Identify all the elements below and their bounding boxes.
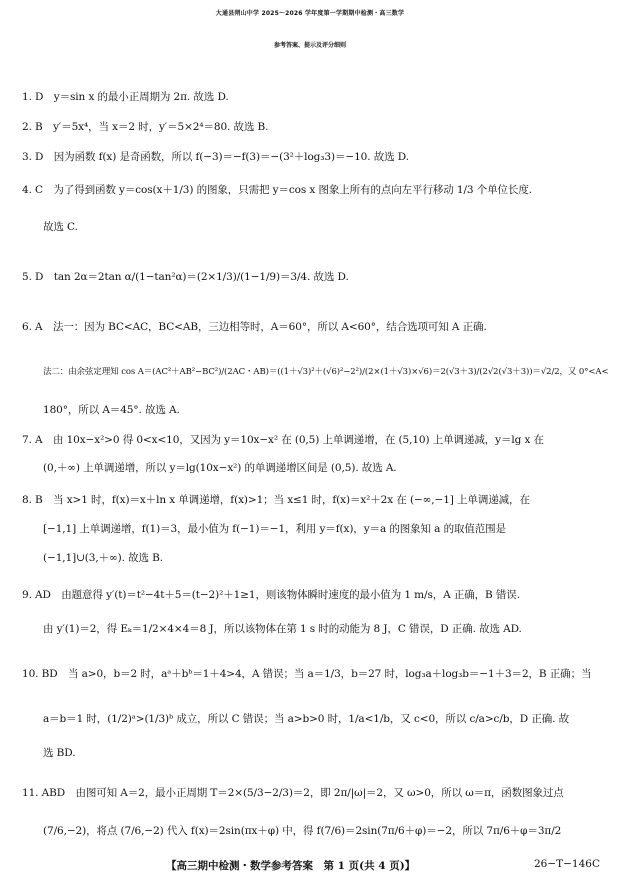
answer-line: 180°，所以 A＝45°. 故选 A. (43, 404, 180, 416)
answer-line: 由 y′(1)＝2，得 Eₖ＝1/2×4×4＝8 J，所以该物体在第 1 s 时的动能为 8 J，C 错误，D 正确. 故选 AD. (43, 623, 522, 635)
answer-line: 8. B 当 x>1 时，f(x)＝x＋ln x 单调递增，f(x)>1；当 x≤1 时，f(x)＝x²＋2x 在 (−∞,−1] 上单调递减，在 (22, 494, 530, 506)
answer-line: 1. D y＝sin x 的最小正周期为 2π. 故选 D. (22, 91, 229, 103)
answer-line: a＝b＝1 时，(1/2)ᵃ>(1/3)ᵇ 成立，所以 C 错误；当 a>b>0 时，1/a<1/b，又 c<0，所以 c/a>c/b，D 正确. 故 (43, 713, 570, 725)
answer-line: 7. A 由 10x−x²>0 得 0<x<10，又因为 y＝10x−x² 在 (0,5) 上单调递增，在 (5,10) 上单调递减，y＝lg x 在 (22, 434, 544, 446)
page-footer (0, 858, 620, 874)
footer-doc-code: 26−T−146C (533, 858, 600, 870)
answer-line: (−1,1]∪(3,＋∞). 故选 B. (43, 552, 164, 564)
answer-line: 故选 C. (43, 221, 78, 233)
answer-line: 6. A 法一：因为 BC<AC，BC<AB，三边相等时，A＝60°，所以 A<60°，结合选项可知 A 正确. (22, 321, 487, 333)
answer-line: 4. C 为了得到函数 y＝cos(x＋1/3) 的图象，只需把 y＝cos x 图象上所有的点向左平行移动 1/3 个单位长度. (22, 184, 532, 196)
answer-line: 9. AD 由题意得 y′(t)＝t²−4t＋5＝(t−2)²＋1≥1，则该物体瞬时速度的最小值为 1 m/s，A 正确，B 错误. (22, 589, 520, 601)
answer-line: 5. D tan 2α＝2tan α/(1−tan²α)＝(2×1/3)/(1−1/9)＝3/4. 故选 D. (22, 271, 349, 283)
answer-line: 选 BD. (43, 747, 76, 759)
page-subtitle: 参考答案、提示及评分细则 (273, 42, 346, 49)
answer-line: 3. D 因为函数 f(x) 是奇函数，所以 f(−3)＝−f(3)＝−(3²＋log₃3)＝−10. 故选 D. (22, 151, 409, 163)
footer-page-info: 【高三期中检测・数学参考答案 第 1 页(共 4 页)】 (166, 860, 416, 872)
answer-line: 10. BD 当 a>0，b＝2 时，aᵃ＋bᵇ＝1＋4>4，A 错误；当 a＝1/3，b＝27 时，log₃a＋log₃b＝−1＋3＝2，B 正确；当 (22, 668, 592, 680)
answer-line: (7/6,−2)，将点 (7/6,−2) 代入 f(x)＝2sin(πx＋φ) 中，得 f(7/6)＝2sin(7π/6＋φ)＝−2，所以 7π/6＋φ＝3π/2 (43, 825, 562, 837)
answer-line: 11. ABD 由图可知 A＝2，最小正周期 T＝2×(5/3−2/3)＝2，即 2π/|ω|＝2，又 ω>0，所以 ω＝π，函数图象过点 (22, 787, 564, 799)
page-title: 大通县朔山中学 2025～2026 学年度第一学期期中检测・高三数学 (215, 10, 405, 17)
answer-line: 2. B y′＝5x⁴，当 x＝2 时，y′＝5×2⁴＝80. 故选 B. (22, 121, 269, 133)
answer-line: [−1,1] 上单调递增，f(1)＝3，最小值为 f(−1)＝−1，利用 y＝f(x)，y＝a 的图象知 a 的取值范围是 (43, 523, 506, 535)
answer-line: 法二：由余弦定理知 cos A＝(AC²＋AB²−BC²)/(2AC・AB)＝((1＋√3)²＋(√6)²−2²)/(2×(1＋√3)×√6)＝2(√3＋3)/(2√2(√3＋3))＝√2/2，又 0°<A< (43, 367, 609, 377)
answer-line: (0,＋∞) 上单调递增，所以 y＝lg(10x−x²) 的单调递增区间是 (0,5). 故选 A. (43, 462, 397, 474)
